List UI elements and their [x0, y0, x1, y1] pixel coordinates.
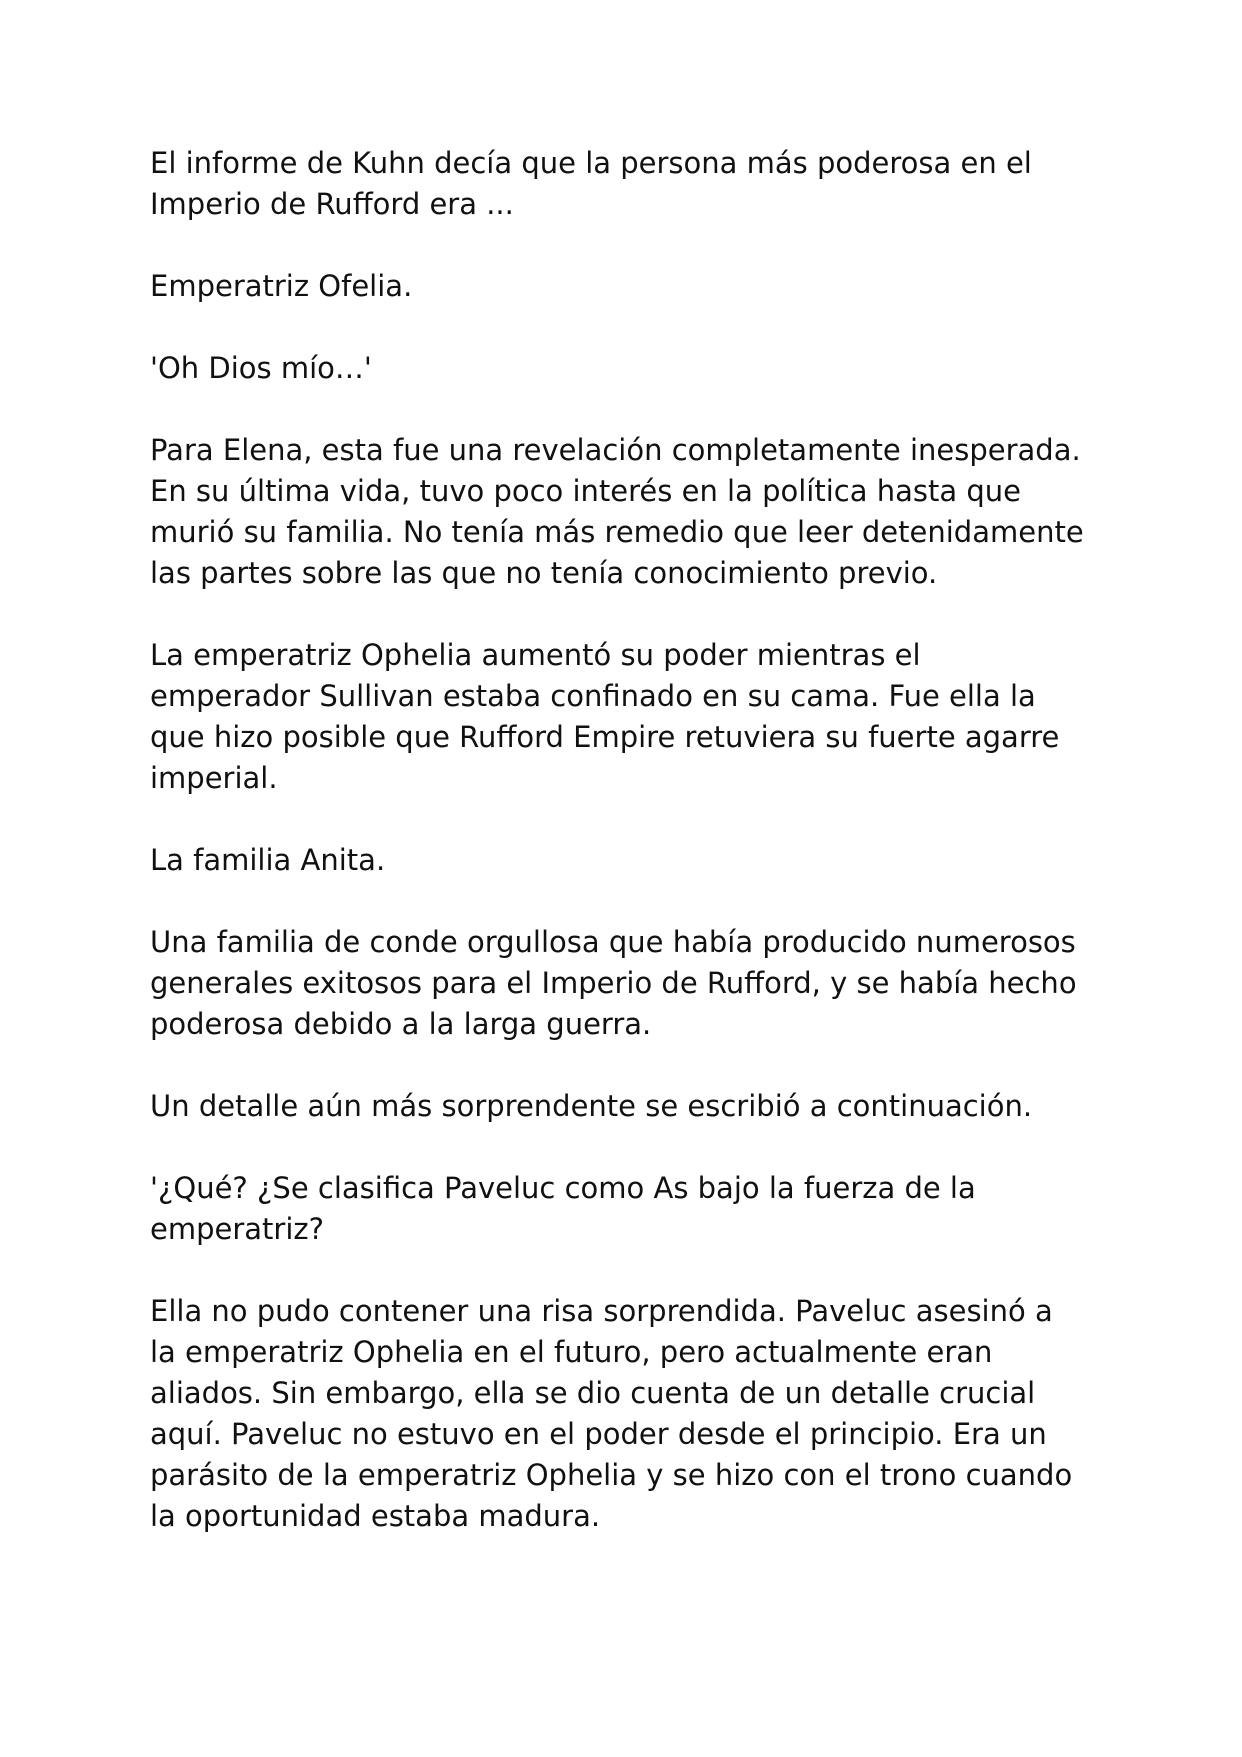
paragraph-10: Ella no pudo contener una risa sorprendida. Paveluc asesinó a la emperatriz Ophelia en el futuro, pero actualmente eran aliados. Sin embargo, ella se dio cuenta de un detalle crucial aquí. Paveluc no estuvo en el poder desde el principio. Era un parásito de la emperatriz Ophelia y se hizo con el trono cuando la oportunidad estaba madura.	[150, 1294, 1073, 1533]
paragraph-6: La familia Anita.	[150, 843, 386, 877]
paragraph-7: Una familia de conde orgullosa que había producido numerosos generales exitosos para el Imperio de Rufford, y se había hecho poderosa debido a la larga guerra.	[150, 925, 1077, 1041]
paragraph-8: Un detalle aún más sorprendente se escribió a continuación.	[150, 1089, 1033, 1123]
paragraph-3: 'Oh Dios mío…'	[150, 351, 372, 385]
paragraph-2: Emperatriz Ofelia.	[150, 269, 413, 303]
paragraph-1: El informe de Kuhn decía que la persona más poderosa en el Imperio de Rufford era ...	[150, 146, 1032, 221]
paragraph-5: La emperatriz Ophelia aumentó su poder mientras el emperador Sullivan estaba confinado en su cama. Fue ella la que hizo posible que Rufford Empire retuviera su fuerte agarre imperial.	[150, 638, 1060, 795]
paragraph-4: Para Elena, esta fue una revelación completamente inesperada. En su última vida, tuvo poco interés en la política hasta que murió su familia. No tenía más remedio que leer detenidamente las partes sobre las que no tenía conocimiento previo.	[150, 433, 1084, 590]
paragraph-9: '¿Qué? ¿Se clasifica Paveluc como As bajo la fuerza de la emperatriz?	[150, 1171, 976, 1246]
document-body	[150, 143, 1110, 1578]
